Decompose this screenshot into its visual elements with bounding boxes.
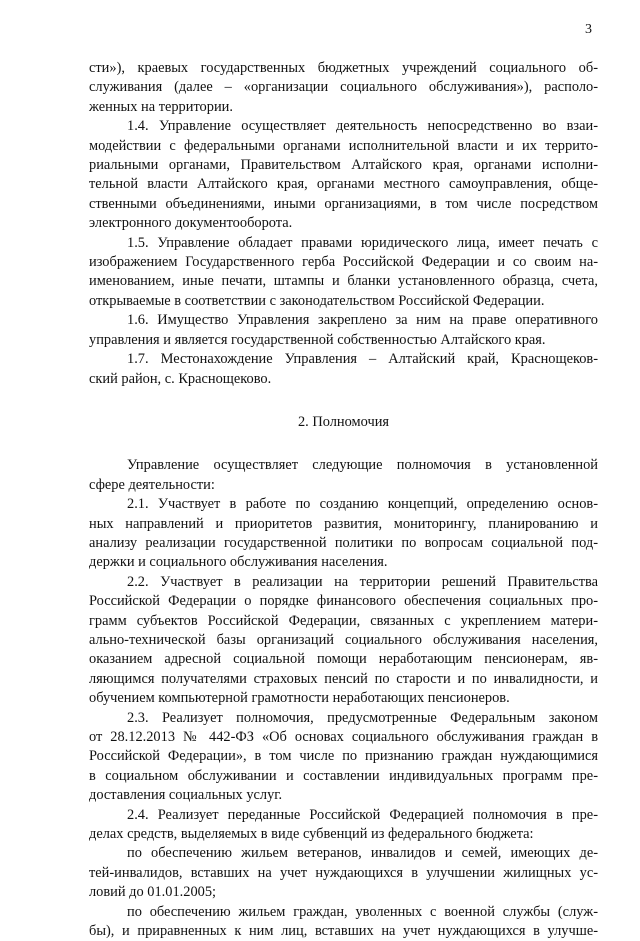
text-line: ловий до 01.01.2005; bbox=[89, 884, 217, 901]
text-line: сти»), краевых государственных бюджетных учреждений социального об- bbox=[89, 60, 598, 76]
text-line: 1.4. Управление осуществляет деятельность непосредственно во взаи- bbox=[127, 118, 598, 135]
text-line: управления и является государственной собственностью Алтайского края. bbox=[89, 331, 546, 348]
text-line: риальными органами, Правительством Алтайского края, органами исполни- bbox=[89, 157, 598, 174]
text-line: изображением Государственного герба Российской Федерации и со своим на- bbox=[89, 254, 598, 271]
text-line: 1.5. Управление обладает правами юридического лица, имеет печать с bbox=[127, 234, 598, 251]
text-line: модействии с федеральными органами исполнительной власти и их террито- bbox=[89, 137, 598, 154]
section-heading: 2. Полномочия bbox=[297, 413, 390, 430]
text-line: доставления социальных услуг. bbox=[89, 787, 283, 804]
text-line: оказанием адресной социальной помощи неработающим пенсионерам, яв- bbox=[89, 651, 598, 668]
text-line: женных на территории. bbox=[89, 98, 233, 115]
text-line: 2.3. Реализует полномочия, предусмотренные Федеральным законом bbox=[127, 709, 598, 726]
text-line: 1.7. Местонахождение Управления – Алтайский край, Краснощеков- bbox=[127, 351, 598, 368]
text-line: ственными объединениями, иными организациями, в том числе посредством bbox=[89, 195, 598, 212]
page-number: 3 bbox=[585, 22, 592, 37]
text-line: служивания (далее – «организации социального обслуживания»), располо- bbox=[89, 79, 598, 96]
text-line: тей-инвалидов, вставших на учет нуждающихся в улучшении жилищных ус- bbox=[89, 864, 598, 881]
section-2-text bbox=[89, 456, 598, 941]
text-line: по обеспечению жильем ветеранов, инвалидов и семей, имеющих де- bbox=[127, 845, 598, 862]
text-line: анализу реализации государственной политики по вопросам социальной под- bbox=[89, 534, 598, 551]
text-line: 2.1. Участвует в работе по созданию концепций, определению основ- bbox=[127, 496, 598, 513]
text-line: по обеспечению жильем граждан, уволенных с военной службы (служ- bbox=[127, 903, 598, 920]
text-line: Управление осуществляет следующие полномочия в установленной bbox=[127, 457, 598, 474]
text-line: 2.4. Реализует переданные Российской Федерацией полномочия в пре- bbox=[127, 806, 598, 823]
text-line: грамм субъектов Российской Федерации, связанных с укреплением матери- bbox=[89, 612, 598, 629]
text-line: держки и социального обслуживания населения. bbox=[89, 554, 388, 571]
text-line: делах средств, выделяемых в виде субвенций из федерального бюджета: bbox=[89, 826, 534, 843]
text-line: открываемые в соответствии с законодательством Российской Федерации. bbox=[89, 292, 545, 309]
text-line: тельной власти Алтайского края, органами местного самоуправления, обще- bbox=[89, 176, 598, 193]
text-line: обучением компьютерной грамотности неработающих пенсионеров. bbox=[89, 690, 510, 707]
text-line: 1.6. Имущество Управления закреплено за ним на праве оперативного bbox=[127, 312, 598, 329]
text-line: ных направлений и приоритетов развития, мониторингу, планированию и bbox=[89, 515, 598, 532]
text-line: сфере деятельности: bbox=[89, 476, 215, 493]
text-line: в социальном обслуживании и составлении индивидуальных программ пре- bbox=[89, 767, 598, 784]
text-line: Российской Федерации», в том числе по признанию граждан нуждающимися bbox=[89, 748, 598, 765]
text-line: 2.2. Участвует в реализации на территории решений Правительства bbox=[127, 573, 598, 590]
section-1-continuation bbox=[89, 59, 598, 389]
text-line: электронного документооборота. bbox=[89, 215, 293, 232]
text-line: ально-технической базы организаций социального обслуживания населения, bbox=[89, 631, 598, 648]
text-line: ляющимся получателями страховых пенсий по старости и по инвалидности, и bbox=[89, 670, 598, 687]
document-body bbox=[89, 59, 598, 941]
text-line: от 28.12.2013 № 442-ФЗ «Об основах социального обслуживания граждан в bbox=[89, 729, 598, 745]
text-line: ский район, с. Краснощеково. bbox=[89, 370, 272, 387]
text-line: именованием, иные печати, штампы и бланки установленного образца, счета, bbox=[89, 273, 598, 290]
text-line: бы), и приравненных к ним лиц, вставших на учет нуждающихся в улучше- bbox=[89, 923, 598, 940]
text-line: Российской Федерации о порядке финансового обеспечения социальных про- bbox=[89, 593, 598, 610]
